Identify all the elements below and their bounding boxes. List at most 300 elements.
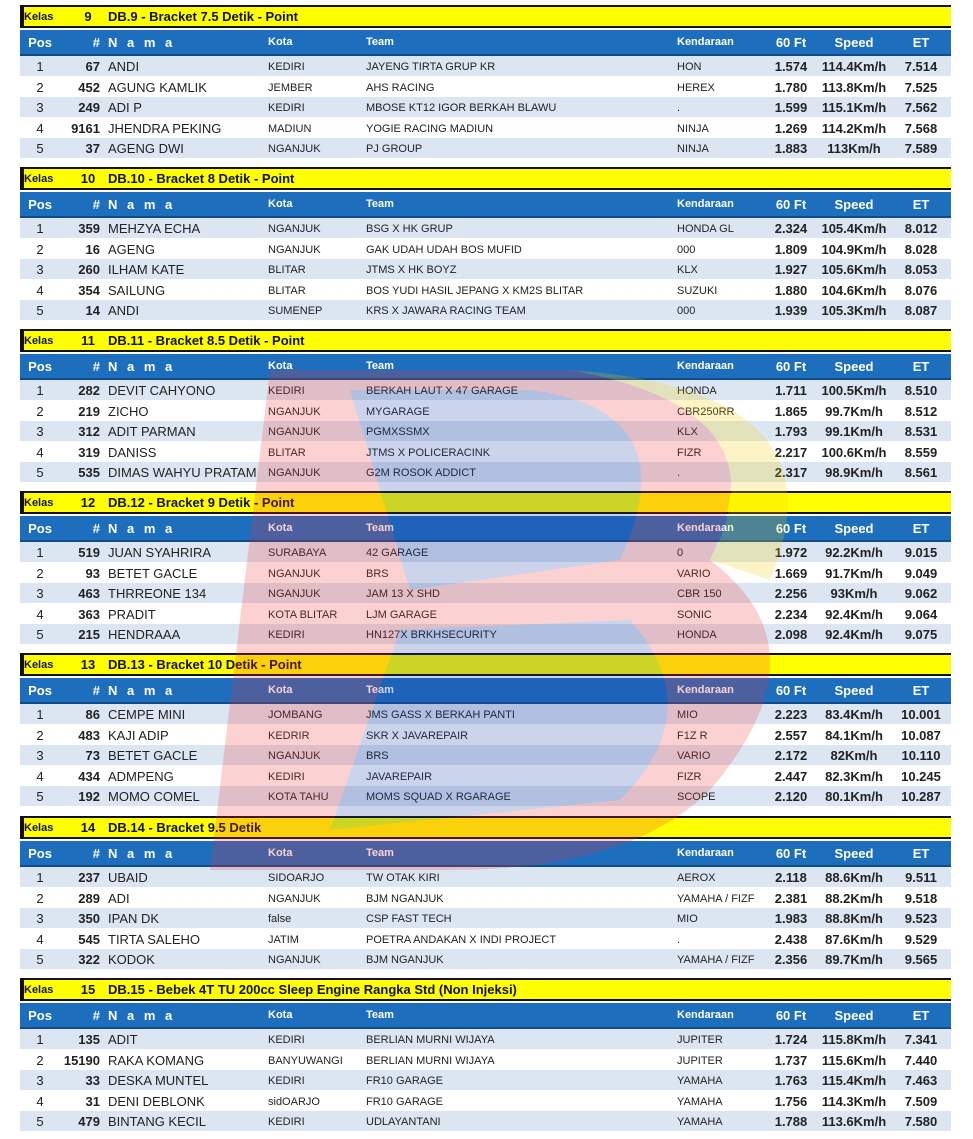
cell-team: POETRA ANDAKAN X INDI PROJECT [366,933,557,946]
column-header-nama: N a m a [108,521,176,536]
cell-speed: 82Km/h [830,748,878,764]
cell-no: 354 [78,282,100,298]
column-header-kendaraan: Kendaraan [677,1009,734,1021]
cell-kota: MADIUN [268,122,312,135]
cell-kendaraan: SCOPE [677,791,716,804]
cell-ft60: 1.669 [774,565,808,581]
table-row [20,542,951,562]
kelas-label: Kelas [24,497,54,509]
column-header-kota: Kota [268,36,293,48]
cell-pos: 1 [36,383,44,398]
table-row [20,583,951,603]
cell-kota: BLITAR [268,446,306,459]
cell-nama: DIMAS WAHYU PRATAM [108,465,257,481]
cell-kota: NGANJUK [268,405,321,418]
cell-pos: 4 [36,606,44,622]
column-header-speed: Speed [834,197,874,212]
cell-team: MOMS SQUAD X RGARAGE [366,791,511,804]
cell-kendaraan: 000 [677,243,696,256]
cell-kendaraan: KLX [677,426,698,439]
cell-kota: NGANJUK [268,426,321,439]
kelas-label: Kelas [24,984,54,996]
cell-kota: BLITAR [268,284,306,297]
cell-et: 7.514 [904,59,938,74]
cell-speed: 104.6Km/h [821,282,887,298]
cell-kendaraan: MIO [677,709,698,721]
cell-no: 37 [85,141,100,157]
column-header-speed: Speed [834,683,874,698]
table-row [20,138,951,158]
cell-et: 10.287 [901,789,941,805]
cell-nama: DANISS [108,444,157,460]
cell-no: 219 [78,403,100,419]
table-row [20,563,951,583]
cell-no: 434 [78,768,100,784]
cell-pos: 1 [36,870,44,885]
kelas-label: Kelas [24,335,54,347]
cell-team: CSP FAST TECH [366,913,452,926]
cell-speed: 105.4Km/h [821,221,887,236]
cell-pos: 5 [36,141,44,157]
cell-kendaraan: CBR250RR [677,405,735,418]
cell-speed: 99.7Km/h [825,403,883,419]
cell-kota: SURABAYA [268,547,327,559]
cell-no: 33 [85,1073,100,1089]
cell-no: 535 [78,465,100,481]
cell-no: 86 [85,707,100,722]
cell-ft60: 1.793 [774,424,808,440]
cell-nama: MOMO COMEL [108,789,200,805]
cell-nama: AGUNG KAMLIK [108,79,207,95]
cell-kota: NGANJUK [268,243,321,256]
cell-et: 7.525 [904,79,938,95]
column-header-ft60: 60 Ft [775,1008,807,1023]
cell-pos: 3 [36,911,44,927]
cell-et: 7.568 [904,120,938,136]
column-header-speed: Speed [834,846,874,861]
cell-et: 9.529 [904,931,938,947]
cell-pos: 5 [36,627,44,643]
table-header [20,841,951,867]
cell-no: 289 [78,890,100,906]
kelas-label: Kelas [24,822,54,834]
cell-kota: NGANJUK [268,750,321,763]
cell-kendaraan: JUPITER [677,1034,723,1046]
cell-team: HN127X BRKHSECURITY [366,629,497,642]
cell-kendaraan: NINJA [677,122,709,135]
table-row [20,462,951,482]
class-title: DB.9 - Bracket 7.5 Detik - Point [108,9,298,24]
cell-kota: SIDOARJO [268,872,325,884]
column-header-nama: N a m a [108,35,176,50]
cell-ft60: 2.317 [774,465,808,481]
column-header-kendaraan: Kendaraan [677,847,734,859]
cell-team: SKR X JAVAREPAIR [366,729,469,742]
column-header-kota: Kota [268,522,293,534]
cell-pos: 4 [36,282,44,298]
column-header-no: # [92,359,100,374]
cell-et: 7.440 [904,1052,938,1068]
cell-no: 192 [78,789,100,805]
cell-ft60: 1.737 [774,1052,808,1068]
cell-et: 8.012 [904,221,938,236]
class-title: DB.10 - Bracket 8 Detik - Point [108,171,295,186]
column-header-no: # [92,197,100,212]
cell-ft60: 2.324 [774,221,808,236]
cell-speed: 113.8Km/h [821,79,887,95]
cell-no: 135 [78,1032,100,1047]
cell-no: 31 [85,1093,100,1109]
table-row [20,442,951,462]
cell-kota: NGANJUK [268,954,321,967]
cell-pos: 4 [36,444,44,460]
cell-kendaraan: YAMAHA [677,1095,723,1108]
cell-et: 7.589 [904,141,938,157]
cell-et: 8.028 [904,241,938,257]
column-header-team: Team [366,1009,394,1021]
cell-nama: DENI DEBLONK [108,1093,205,1109]
column-header-et: ET [912,197,930,212]
column-header-speed: Speed [834,1008,874,1023]
cell-no: 237 [78,870,100,885]
cell-team: BOS YUDI HASIL JEPANG X KM2S BLITAR [366,284,584,297]
cell-kendaraan: HEREX [677,81,715,94]
column-header-no: # [92,1008,100,1023]
column-header-team: Team [366,847,394,859]
cell-speed: 88.6Km/h [825,870,883,885]
column-header-pos: Pos [28,521,52,536]
cell-team: BERLIAN MURNI WIJAYA [366,1034,495,1046]
cell-kendaraan: . [677,102,681,115]
cell-speed: 92.4Km/h [825,606,883,622]
table-row [20,56,951,76]
cell-nama: HENDRAAA [108,627,181,643]
cell-pos: 5 [36,1114,44,1130]
column-header-team: Team [366,360,394,372]
cell-pos: 4 [36,120,44,136]
cell-speed: 114.4Km/h [821,59,887,74]
cell-nama: CEMPE MINI [108,707,186,722]
cell-et: 8.561 [904,465,938,481]
cell-nama: BINTANG KECIL [108,1114,207,1130]
table-header [20,30,951,56]
kelas-label: Kelas [24,11,54,23]
cell-kota: NGANJUK [268,143,321,156]
column-header-et: ET [912,35,930,50]
cell-speed: 87.6Km/h [825,931,883,947]
column-header-ft60: 60 Ft [775,197,807,212]
cell-no: 93 [85,565,100,581]
cell-nama: MEHZYA ECHA [108,221,201,236]
table-row [20,218,951,238]
class-title: DB.12 - Bracket 9 Detik - Point [108,495,295,510]
class-title-bar [20,5,951,28]
cell-et: 7.580 [904,1114,938,1130]
column-header-pos: Pos [28,35,52,50]
cell-pos: 2 [36,890,44,906]
cell-ft60: 2.172 [774,748,808,764]
cell-ft60: 2.256 [774,586,808,602]
cell-kota: BLITAR [268,264,306,277]
cell-no: 359 [78,221,100,236]
table-row [20,401,951,421]
cell-pos: 5 [36,952,44,968]
cell-kendaraan: YAMAHA / FIZF [677,892,755,905]
table-header [20,678,951,704]
cell-team: JTMS X POLICERACINK [366,446,491,459]
cell-nama: PRADIT [108,606,156,622]
kelas-label: Kelas [24,659,54,671]
cell-et: 9.049 [904,565,938,581]
cell-et: 9.015 [904,545,938,560]
cell-team: G2M ROSOK ADDICT [366,467,477,480]
cell-pos: 1 [36,707,44,722]
cell-no: 312 [78,424,100,440]
cell-ft60: 2.120 [774,789,808,805]
cell-ft60: 1.574 [774,59,808,74]
cell-kendaraan: 0 [677,547,684,559]
cell-team: BSG X HK GRUP [366,223,453,235]
cell-kendaraan: FIZR [677,770,702,783]
kelas-number: 13 [80,657,96,672]
cell-kendaraan: FIZR [677,446,702,459]
cell-kendaraan: VARIO [677,750,711,763]
cell-et: 7.562 [904,100,938,116]
cell-speed: 100.6Km/h [821,444,887,460]
cell-et: 8.512 [904,403,938,419]
cell-et: 10.110 [901,748,941,764]
cell-kota: JOMBANG [268,709,323,721]
cell-speed: 82.3Km/h [825,768,883,784]
cell-speed: 100.5Km/h [821,383,887,398]
cell-team: JTMS X HK BOYZ [366,264,457,277]
cell-pos: 1 [36,1032,44,1047]
cell-speed: 113Km/h [827,141,881,157]
cell-team: JAVAREPAIR [366,770,433,783]
cell-team: GAK UDAH UDAH BOS MUFID [366,243,522,256]
cell-speed: 89.7Km/h [825,952,883,968]
column-header-kota: Kota [268,847,293,859]
cell-pos: 4 [36,1093,44,1109]
cell-pos: 3 [36,586,44,602]
cell-kota: KOTA BLITAR [268,608,338,621]
table-row [20,280,951,300]
column-header-no: # [92,35,100,50]
table-row [20,380,951,400]
cell-pos: 2 [36,727,44,743]
column-header-kota: Kota [268,684,293,696]
cell-team: TW OTAK KIRI [366,872,440,884]
cell-team: BERKAH LAUT X 47 GARAGE [366,385,519,397]
cell-no: 519 [78,545,100,560]
cell-ft60: 1.865 [774,403,808,419]
cell-kendaraan: . [677,933,681,946]
column-header-ft60: 60 Ft [775,35,807,50]
cell-pos: 5 [36,465,44,481]
class-title-bar [20,167,951,190]
cell-kota: JEMBER [268,81,313,94]
cell-kendaraan: SUZUKI [677,284,718,297]
cell-et: 9.565 [904,952,938,968]
column-header-ft60: 60 Ft [775,846,807,861]
cell-speed: 92.4Km/h [825,627,883,643]
cell-ft60: 2.438 [774,931,808,947]
cell-et: 8.053 [904,262,938,278]
cell-no: 14 [85,303,100,319]
table-row [20,1050,951,1070]
cell-nama: JUAN SYAHRIRA [108,545,212,560]
cell-ft60: 1.983 [774,911,808,927]
cell-speed: 80.1Km/h [825,789,883,805]
cell-pos: 2 [36,1052,44,1068]
cell-team: MBOSE KT12 IGOR BERKAH BLAWU [366,102,557,115]
class-section [20,5,951,165]
column-header-et: ET [912,846,930,861]
cell-ft60: 1.809 [774,241,808,257]
cell-pos: 5 [36,789,44,805]
cell-pos: 1 [36,221,44,236]
cell-no: 463 [78,586,100,602]
column-header-kota: Kota [268,1009,293,1021]
cell-ft60: 1.724 [774,1032,808,1047]
cell-kendaraan: HONDA [677,385,717,397]
cell-ft60: 2.447 [774,768,808,784]
cell-speed: 115.1Km/h [821,100,887,116]
cell-et: 8.510 [904,383,938,398]
cell-ft60: 1.269 [774,120,808,136]
cell-nama: SAILUNG [108,282,166,298]
cell-kendaraan: AEROX [677,872,716,884]
table-row [20,725,951,745]
cell-et: 8.076 [904,282,938,298]
cell-kendaraan: HON [677,61,702,73]
cell-kendaraan: MIO [677,913,698,926]
cell-kendaraan: YAMAHA / FIZF [677,954,755,967]
column-header-pos: Pos [28,683,52,698]
table-row [20,259,951,279]
cell-ft60: 2.234 [774,606,808,622]
cell-kota: NGANJUK [268,567,321,580]
cell-no: 67 [85,59,100,74]
class-title-bar [20,491,951,514]
column-header-nama: N a m a [108,1008,176,1023]
table-row [20,97,951,117]
cell-kendaraan: JUPITER [677,1054,723,1067]
column-header-kendaraan: Kendaraan [677,522,734,534]
cell-pos: 5 [36,303,44,319]
column-header-no: # [92,846,100,861]
column-header-ft60: 60 Ft [775,521,807,536]
cell-team: FR10 GARAGE [366,1095,444,1108]
class-title-bar [20,816,951,839]
column-header-no: # [92,521,100,536]
cell-team: MYGARAGE [366,405,430,418]
cell-team: JAM 13 X SHD [366,588,440,601]
cell-no: 545 [78,931,100,947]
cell-pos: 2 [36,403,44,419]
cell-speed: 104.9Km/h [821,241,887,257]
column-header-team: Team [366,198,394,210]
cell-no: 15190 [63,1052,100,1068]
cell-no: 319 [78,444,100,460]
class-section [20,329,951,489]
table-row [20,766,951,786]
cell-kendaraan: F1Z R [677,729,708,742]
cell-kendaraan: HONDA [677,629,717,642]
cell-kota: KOTA TAHU [268,791,329,804]
cell-no: 452 [78,79,100,95]
cell-no: 479 [78,1114,100,1130]
cell-no: 9161 [71,120,100,136]
column-header-et: ET [912,359,930,374]
cell-nama: THRREONE 134 [108,586,207,602]
column-header-team: Team [366,36,394,48]
column-header-pos: Pos [28,359,52,374]
cell-ft60: 1.763 [774,1073,808,1089]
cell-ft60: 2.223 [774,707,808,722]
cell-team: BJM NGANJUK [366,892,444,905]
column-header-nama: N a m a [108,359,176,374]
cell-kendaraan: YAMAHA [677,1075,723,1088]
cell-no: 282 [78,383,100,398]
cell-kota: NGANJUK [268,588,321,601]
cell-nama: JHENDRA PEKING [108,120,222,136]
cell-kendaraan: . [677,467,681,480]
cell-speed: 98.9Km/h [825,465,883,481]
cell-ft60: 1.939 [774,303,808,319]
kelas-number: 10 [80,171,96,186]
cell-team: 42 GARAGE [366,547,429,559]
cell-et: 9.062 [904,586,938,602]
cell-et: 10.001 [901,707,941,722]
cell-ft60: 2.381 [774,890,808,906]
cell-nama: RAKA KOMANG [108,1052,205,1068]
column-header-speed: Speed [834,521,874,536]
cell-team: KRS X JAWARA RACING TEAM [366,305,526,318]
cell-no: 16 [85,241,100,257]
cell-nama: TIRTA SALEHO [108,931,200,947]
cell-kota: NGANJUK [268,467,321,480]
cell-team: PJ GROUP [366,143,423,156]
table-row [20,1029,951,1049]
cell-kota: NGANJUK [268,223,321,235]
cell-team: BJM NGANJUK [366,954,444,967]
table-row [20,77,951,97]
column-header-kendaraan: Kendaraan [677,360,734,372]
cell-kota: KEDIRI [268,102,305,115]
cell-kendaraan: VARIO [677,567,711,580]
table-row [20,704,951,724]
cell-et: 9.064 [904,606,938,622]
cell-ft60: 1.880 [774,282,808,298]
class-section [20,978,951,1138]
cell-kota: sidOARJO [268,1095,320,1108]
cell-team: BERLIAN MURNI WIJAYA [366,1054,495,1067]
cell-no: 260 [78,262,100,278]
kelas-number: 15 [80,982,96,997]
cell-team: AHS RACING [366,81,435,94]
table-row [20,118,951,138]
cell-speed: 83.4Km/h [825,707,883,722]
kelas-number: 9 [84,9,92,24]
table-row [20,908,951,928]
kelas-label: Kelas [24,173,54,185]
cell-pos: 2 [36,565,44,581]
cell-nama: ADI [108,890,130,906]
cell-et: 10.087 [901,727,941,743]
cell-no: 322 [78,952,100,968]
class-section [20,653,951,813]
